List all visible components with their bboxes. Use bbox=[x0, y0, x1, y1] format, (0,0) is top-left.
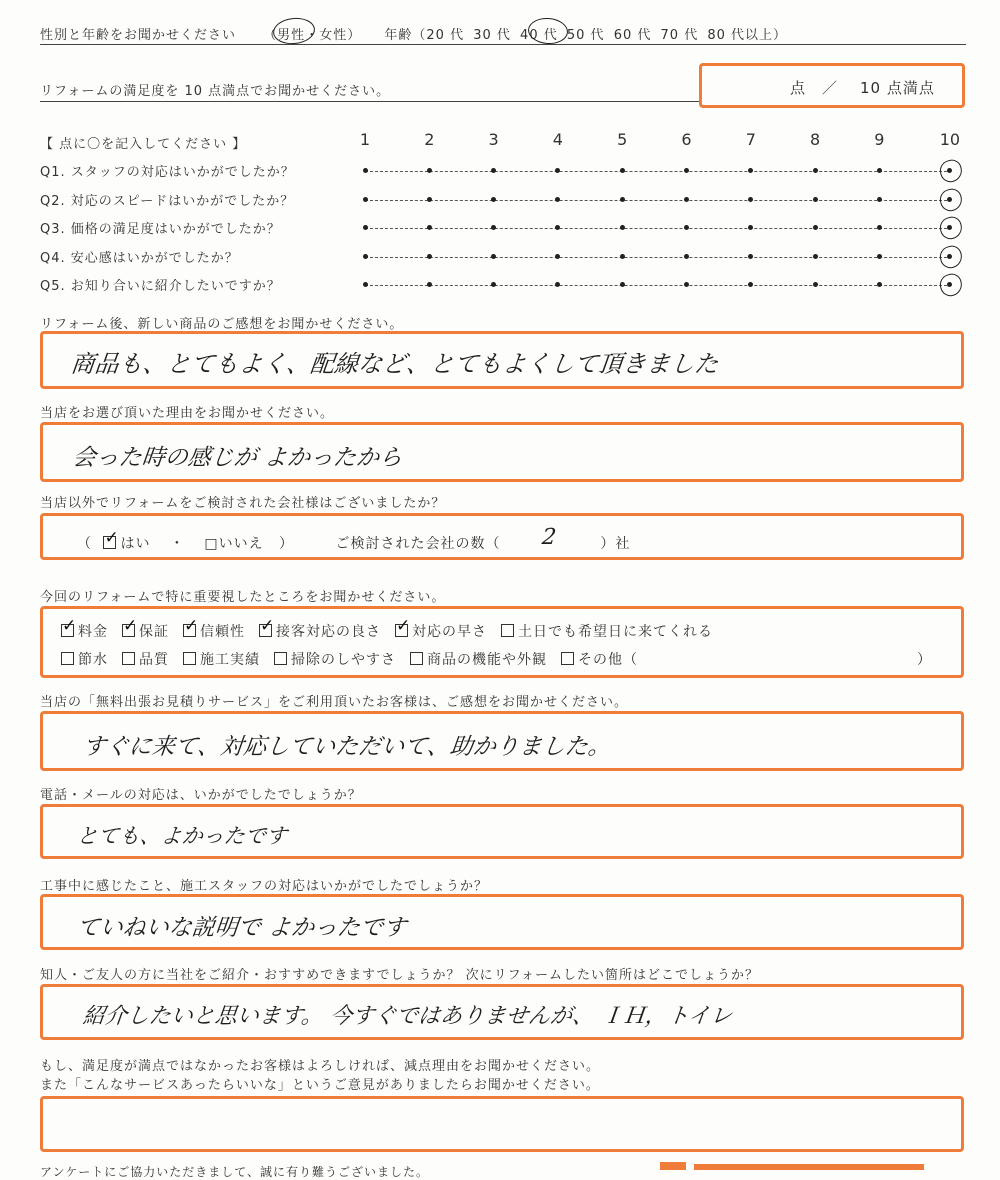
scale-number-2: 2 bbox=[424, 130, 435, 149]
rating-point-q2-2[interactable] bbox=[427, 197, 432, 202]
rating-point-q3-9[interactable] bbox=[877, 225, 882, 230]
rating-track-1 bbox=[365, 171, 947, 172]
rating-point-q5-1[interactable] bbox=[363, 282, 368, 287]
rating-point-q3-4[interactable] bbox=[555, 225, 560, 230]
rating-point-q3-3[interactable] bbox=[491, 225, 496, 230]
gender-open: （ bbox=[263, 28, 278, 43]
profile-line bbox=[40, 24, 787, 43]
reason-answer: 会った時の感じが よかったから bbox=[71, 445, 404, 471]
scale-number-10: 10 bbox=[939, 130, 961, 149]
rating-point-q5-8[interactable] bbox=[813, 282, 818, 287]
age-close: ） bbox=[773, 28, 788, 43]
priority-option-row2-2[interactable] bbox=[122, 649, 169, 669]
rating-point-q2-5[interactable] bbox=[620, 197, 625, 202]
priority-option-label: 品質 bbox=[139, 652, 169, 668]
priority-option-row1-2[interactable] bbox=[122, 621, 169, 641]
satisfaction-prompt: リフォームの満足度を 10 点満点でお聞かせください。 bbox=[40, 84, 391, 99]
rating-point-q4-7[interactable] bbox=[748, 254, 753, 259]
profile-underline bbox=[40, 44, 966, 45]
priority-option-label: 信頼性 bbox=[200, 624, 245, 640]
priority-option-label: 対応の早さ bbox=[412, 624, 487, 640]
gender-close: ） bbox=[347, 28, 362, 43]
rating-point-q4-8[interactable] bbox=[813, 254, 818, 259]
priority-option-label: 接客対応の良さ bbox=[276, 624, 381, 640]
rating-point-q3-5[interactable] bbox=[620, 225, 625, 230]
rating-point-q1-4[interactable] bbox=[555, 168, 560, 173]
rating-question-3: Q3. 価格の満足度はいかがでしたか？ bbox=[40, 222, 281, 237]
score-box[interactable] bbox=[699, 63, 965, 108]
priority-option-row2-4[interactable] bbox=[274, 649, 396, 669]
company-count[interactable]: 2 bbox=[540, 525, 559, 550]
rating-point-q1-2[interactable] bbox=[427, 168, 432, 173]
priority-option-label: その他（ bbox=[578, 652, 638, 668]
phone-answer: とても、よかったです bbox=[75, 824, 289, 848]
checkbox-icon[interactable] bbox=[122, 624, 135, 637]
score-max: 10 点満点 bbox=[860, 79, 935, 97]
priority-option-row1-4[interactable] bbox=[259, 621, 381, 641]
priority-option-label: 掃除のしやすさ bbox=[291, 652, 396, 668]
scale-number-7: 7 bbox=[745, 130, 756, 149]
checkbox-icon[interactable] bbox=[183, 652, 196, 665]
checkbox-icon[interactable] bbox=[274, 652, 287, 665]
rating-point-q1-1[interactable] bbox=[363, 168, 368, 173]
rating-point-q1-6[interactable] bbox=[684, 168, 689, 173]
footer-thanks: アンケートにご協力いただきまして、誠に有り難うございました。 bbox=[40, 1165, 430, 1179]
rating-point-q5-6[interactable] bbox=[684, 282, 689, 287]
checkbox-icon[interactable] bbox=[259, 624, 272, 637]
rating-track-2 bbox=[365, 200, 947, 201]
age-50[interactable]: 50 代 bbox=[566, 28, 605, 43]
rating-point-q4-4[interactable] bbox=[555, 254, 560, 259]
other-companies-box bbox=[40, 513, 964, 560]
rating-point-q4-5[interactable] bbox=[620, 254, 625, 259]
priorities-row-1 bbox=[61, 621, 727, 641]
checkbox-icon[interactable] bbox=[561, 652, 574, 665]
yes-label: はい bbox=[120, 536, 151, 552]
rating-track-5 bbox=[365, 285, 947, 286]
priority-option-label: 料金 bbox=[78, 624, 108, 640]
construction-answer-box[interactable] bbox=[40, 894, 964, 950]
phone-question: 電話・メールの対応は、いかがでしたでしょうか？ bbox=[40, 788, 362, 803]
rating-point-q3-1[interactable] bbox=[363, 225, 368, 230]
rating-point-q5-9[interactable] bbox=[877, 282, 882, 287]
footer-logo bbox=[660, 1162, 960, 1170]
rating-point-q4-9[interactable] bbox=[877, 254, 882, 259]
rating-point-q2-7[interactable] bbox=[748, 197, 753, 202]
reason-question: 当店をお選び頂いた理由をお聞かせください。 bbox=[40, 406, 335, 421]
score-unit: 点 bbox=[790, 79, 806, 97]
priority-option-label: 節水 bbox=[78, 652, 108, 668]
rating-point-q2-6[interactable] bbox=[684, 197, 689, 202]
products-question: リフォーム後、新しい商品のご感想をお聞かせください。 bbox=[40, 317, 404, 332]
priorities-box bbox=[40, 606, 964, 678]
rating-point-q5-3[interactable] bbox=[491, 282, 496, 287]
rating-selected-circle-q1 bbox=[937, 158, 964, 185]
scale-number-8: 8 bbox=[810, 130, 821, 149]
rating-point-q4-6[interactable] bbox=[684, 254, 689, 259]
reason-answer-box[interactable] bbox=[40, 422, 964, 482]
checkbox-icon[interactable] bbox=[183, 624, 196, 637]
age-40[interactable]: 40 代 bbox=[520, 28, 558, 43]
scale-number-1: 1 bbox=[359, 130, 371, 149]
priority-option-row2-5[interactable] bbox=[410, 649, 547, 669]
rating-instruction: 【 点に〇を記入してください 】 bbox=[40, 137, 247, 152]
other-companies-question: 当店以外でリフォームをご検討された会社様はございましたか？ bbox=[40, 496, 446, 511]
rating-selected-circle-q5 bbox=[937, 272, 964, 299]
satisfaction-underline bbox=[40, 101, 700, 102]
estimate-question: 当店の「無料出張お見積りサービス」をご利用頂いたお客様は、ご感想をお聞かせください。 bbox=[40, 695, 629, 710]
gender-male[interactable]: 男性 bbox=[277, 28, 306, 43]
rating-point-q2-8[interactable] bbox=[813, 197, 818, 202]
age-60[interactable]: 60 代 bbox=[613, 28, 652, 43]
yes-checkbox[interactable] bbox=[103, 536, 116, 549]
scale-number-5: 5 bbox=[617, 130, 628, 149]
rating-selected-circle-q4 bbox=[937, 243, 964, 270]
gender-sep: ・ bbox=[305, 28, 320, 43]
count-label: ご検討された会社の数（ bbox=[335, 536, 501, 552]
rating-point-q1-3[interactable] bbox=[491, 168, 496, 173]
rating-point-q1-9[interactable] bbox=[877, 168, 882, 173]
estimate-answer-box[interactable] bbox=[40, 711, 964, 771]
checkbox-icon[interactable] bbox=[501, 624, 514, 637]
priorities-other-close: ） bbox=[917, 652, 931, 668]
checkbox-icon[interactable] bbox=[410, 652, 423, 665]
priority-option-label: 保証 bbox=[139, 624, 169, 640]
rating-question-5: Q5. お知り合いに紹介したいですか？ bbox=[40, 279, 281, 294]
referral-answer: 紹介したいと思います。 今すぐではありませんが、 ＩＨ，トイレ bbox=[81, 1004, 734, 1029]
improve-question-line-2: また「こんなサービスあったらいいな」というご意見がありましたらお聞かせください。 bbox=[40, 1078, 600, 1093]
phone-answer-box[interactable] bbox=[40, 804, 964, 859]
rating-point-q2-3[interactable] bbox=[491, 197, 496, 202]
checkbox-icon[interactable] bbox=[122, 652, 135, 665]
age-label: 年齢（ bbox=[384, 28, 427, 43]
checkbox-icon[interactable] bbox=[61, 624, 74, 637]
scale-number-6: 6 bbox=[681, 130, 692, 149]
rating-point-q2-4[interactable] bbox=[555, 197, 560, 202]
rating-track-3 bbox=[365, 228, 947, 229]
products-answer: 商品も、とてもよく、配線など、とてもよくして頂きました bbox=[69, 350, 720, 378]
rating-selected-circle-q3 bbox=[937, 215, 964, 242]
rating-point-q1-8[interactable] bbox=[813, 168, 818, 173]
priority-option-label: 土日でも希望日に来てくれる bbox=[518, 624, 713, 640]
priority-option-row2-6[interactable] bbox=[561, 649, 638, 669]
checkbox-icon[interactable] bbox=[395, 624, 408, 637]
rating-track-4 bbox=[365, 257, 947, 258]
age-70[interactable]: 70 代 bbox=[660, 28, 699, 43]
priority-option-row1-6[interactable] bbox=[501, 621, 713, 641]
priority-option-row2-3[interactable] bbox=[183, 649, 260, 669]
priorities-row-2 bbox=[61, 649, 652, 669]
rating-point-q1-7[interactable] bbox=[748, 168, 753, 173]
construction-question: 工事中に感じたこと、施工スタッフの対応はいかがでしたでしょうか？ bbox=[40, 879, 489, 894]
other-open: （ bbox=[77, 536, 92, 552]
referral-question: 知人・ご友人の方に当社をご紹介・おすすめできますでしょうか？ 次にリフォームしたい箇所はどこでしょうか？ bbox=[40, 968, 760, 983]
priorities-question: 今回のリフォームで特に重要視したところをお聞かせください。 bbox=[40, 590, 446, 605]
priority-option-row1-5[interactable] bbox=[395, 621, 487, 641]
rating-point-q5-7[interactable] bbox=[748, 282, 753, 287]
checkbox-icon[interactable] bbox=[61, 652, 74, 665]
score-slash: ／ bbox=[822, 79, 838, 97]
improve-answer-box[interactable] bbox=[40, 1096, 964, 1152]
rating-question-2: Q2. 対応のスピードはいかがでしたか？ bbox=[40, 193, 295, 209]
rating-point-q3-6[interactable] bbox=[684, 225, 689, 230]
priority-option-label: 施工実績 bbox=[200, 652, 260, 668]
count-suffix: ）社 bbox=[600, 536, 631, 552]
priority-option-row2-1[interactable] bbox=[61, 649, 108, 669]
scale-number-4: 4 bbox=[552, 130, 563, 149]
products-answer-box[interactable] bbox=[40, 331, 964, 389]
rating-point-q2-9[interactable] bbox=[877, 197, 882, 202]
scale-number-9: 9 bbox=[874, 130, 885, 149]
priority-option-row1-1[interactable] bbox=[61, 621, 108, 641]
rating-point-q4-1[interactable] bbox=[363, 254, 368, 259]
rating-point-q3-7[interactable] bbox=[748, 225, 753, 230]
profile-prefix: 性別と年齢をお聞かせください bbox=[40, 28, 237, 43]
rating-point-q5-5[interactable] bbox=[620, 282, 625, 287]
rating-point-q5-2[interactable] bbox=[427, 282, 432, 287]
rating-point-q3-8[interactable] bbox=[813, 225, 818, 230]
rating-point-q4-3[interactable] bbox=[491, 254, 496, 259]
rating-selected-circle-q2 bbox=[937, 186, 964, 213]
priority-option-label: 商品の機能や外観 bbox=[427, 652, 547, 668]
rating-question-4: Q4. 安心感はいかがでしたか？ bbox=[40, 250, 239, 266]
other-companies-row bbox=[77, 525, 631, 554]
referral-answer-box[interactable] bbox=[40, 984, 964, 1040]
estimate-answer: すぐに来て、対応していただいて、助かりました。 bbox=[81, 734, 613, 760]
rating-point-q2-1[interactable] bbox=[363, 197, 368, 202]
no-option[interactable]: □いいえ bbox=[204, 536, 264, 552]
rating-point-q4-2[interactable] bbox=[427, 254, 432, 259]
gender-female[interactable]: 女性 bbox=[319, 28, 348, 43]
other-close: ） bbox=[279, 536, 295, 552]
yes-no-sep: ・ bbox=[169, 536, 185, 552]
priority-option-row1-3[interactable] bbox=[183, 621, 245, 641]
age-20[interactable]: 20 代 bbox=[426, 28, 465, 43]
age-30[interactable]: 30 代 bbox=[473, 28, 511, 43]
rating-point-q3-2[interactable] bbox=[427, 225, 432, 230]
rating-point-q5-4[interactable] bbox=[555, 282, 560, 287]
rating-question-1: Q1. スタッフの対応はいかがでしたか？ bbox=[40, 165, 295, 180]
improve-question-line-1: もし、満足度が満点ではなかったお客様はよろしければ、減点理由をお聞かせください。 bbox=[40, 1059, 601, 1074]
age-80-plus[interactable]: 80 代以上 bbox=[707, 28, 774, 43]
construction-answer: ていねいな説明で よかったです bbox=[75, 915, 408, 941]
scale-number-3: 3 bbox=[488, 130, 499, 149]
rating-point-q1-5[interactable] bbox=[620, 168, 625, 173]
